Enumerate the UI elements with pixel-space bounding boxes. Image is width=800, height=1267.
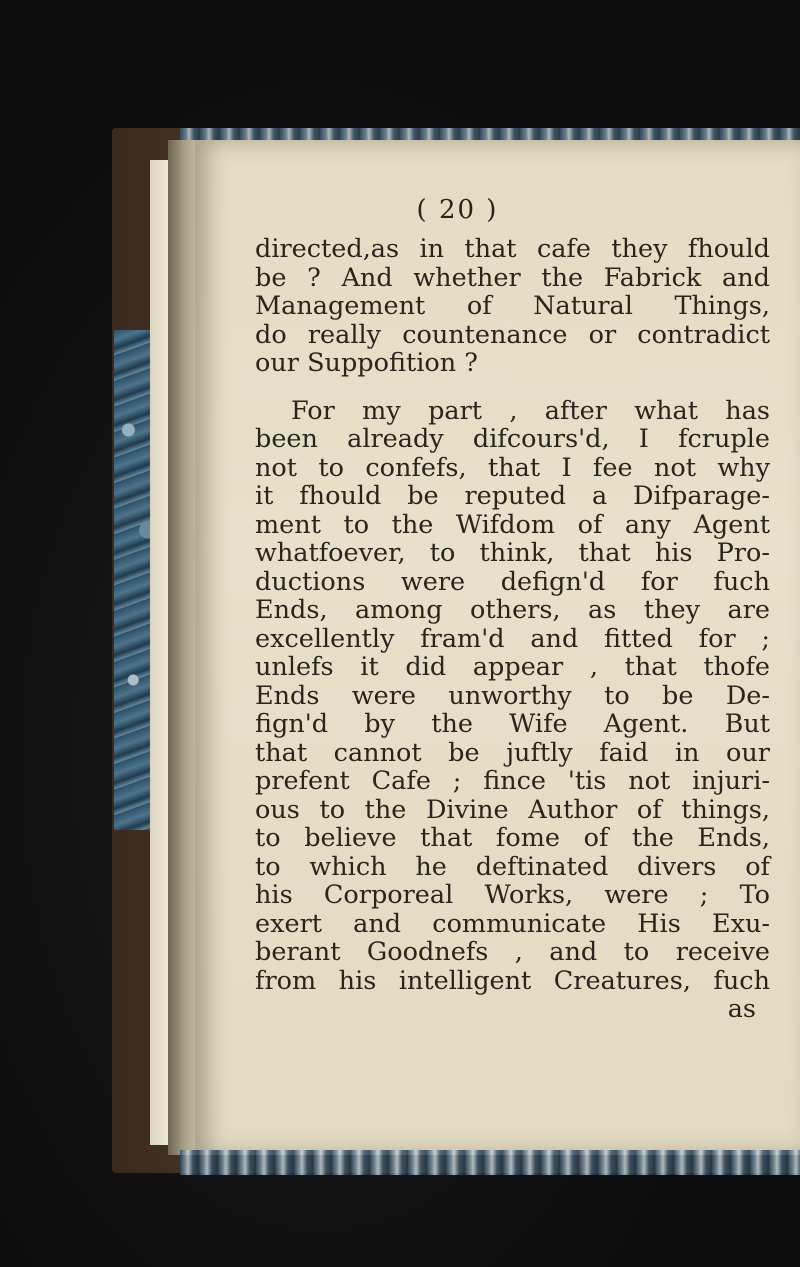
text-line: not to confefs, that I fee not why: [255, 452, 770, 483]
text-line: it fhould be reputed a Difparage-: [255, 481, 770, 511]
text-line: excellently fram'd and fitted for ;: [255, 623, 770, 654]
text-line: unlefs it did appear , that thofe: [255, 652, 770, 682]
text-line: Management of Natural Things,: [255, 291, 770, 321]
text-line: exert and communicate His Exu-: [255, 908, 770, 939]
marbled-edge-bottom: [180, 1150, 800, 1175]
text-line: from his intelligent Creatures, fuch: [255, 965, 770, 996]
text-line: ductions were defign'd for fuch: [255, 566, 770, 597]
paragraph-gap: [255, 378, 770, 397]
text-line: be ? And whether the Fabrick and: [255, 262, 770, 293]
page-text-block: [255, 192, 770, 1024]
text-line: Ends, among others, as they are: [255, 595, 770, 625]
book-page: [195, 140, 800, 1155]
text-line: our Suppofition ?: [255, 348, 478, 378]
text-line: whatfoever, to think, that his Pro-: [255, 538, 770, 568]
text-line: ment to the Wifdom of any Agent: [255, 509, 770, 540]
text-line: to believe that fome of the Ends,: [255, 823, 770, 853]
text-line: that cannot be juftly faid in our: [255, 737, 770, 768]
body-text: [255, 235, 770, 1024]
text-line: to which he deftinated divers of: [255, 851, 770, 882]
text-line: been already difcours'd, I fcruple: [255, 424, 770, 454]
text-line: directed,as in that cafe they fhould: [255, 234, 770, 264]
page-number: ( 20 ): [416, 195, 499, 225]
text-line: fign'd by the Wife Agent. But: [255, 709, 770, 739]
catchword: as: [727, 994, 756, 1024]
text-line: For my part , after what has: [291, 395, 770, 426]
text-line: his Corporeal Works, were ; To: [255, 880, 770, 910]
text-line: do really countenance or contradict: [255, 319, 770, 350]
text-line: ous to the Divine Author of things,: [255, 794, 770, 825]
text-line: prefent Cafe ; fince 'tis not injuri-: [255, 766, 770, 796]
text-line: berant Goodnefs , and to receive: [255, 937, 770, 967]
text-line: Ends were unworthy to be De-: [255, 680, 770, 711]
